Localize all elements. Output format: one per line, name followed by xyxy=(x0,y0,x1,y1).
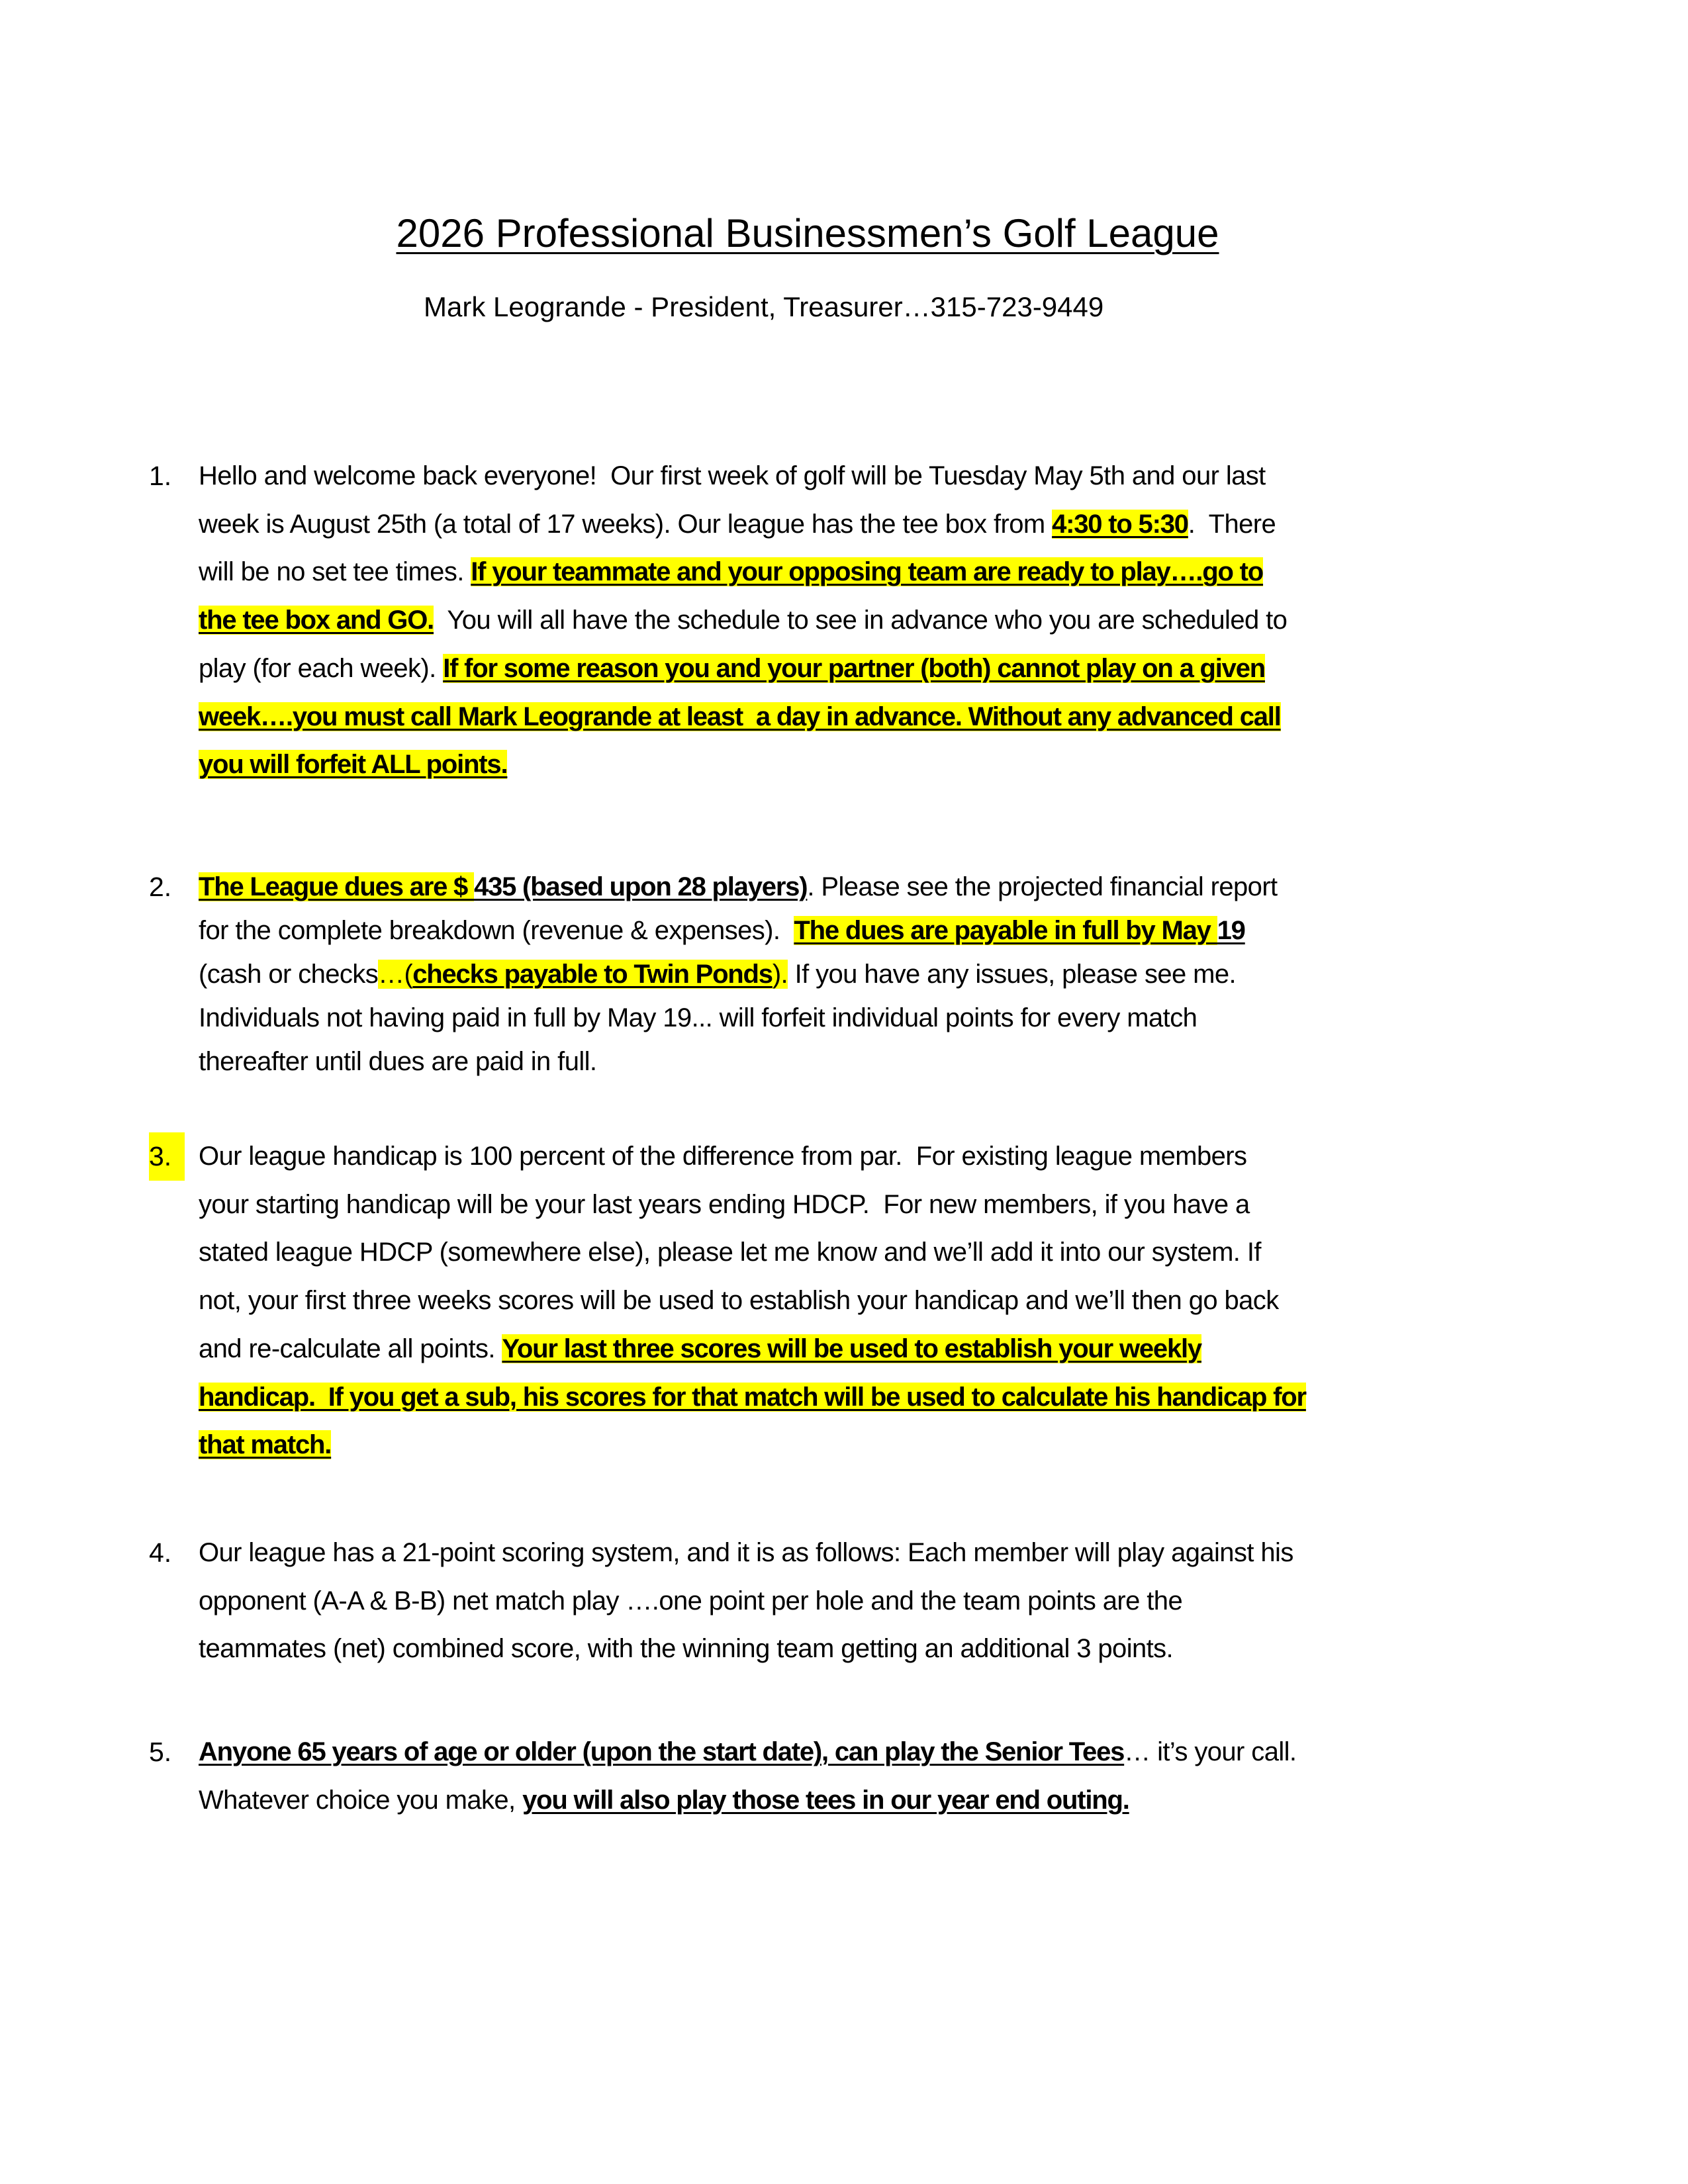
text-line xyxy=(199,1132,1306,1181)
item-text xyxy=(199,1132,1306,1469)
text-line xyxy=(199,1325,1306,1373)
text-line xyxy=(199,645,1287,693)
highlighted-text: that match. xyxy=(199,1430,332,1460)
text-line xyxy=(199,1625,1293,1673)
emphasized-text: 19 xyxy=(1217,916,1245,945)
body-text: stated league HDCP (somewhere else), please let me know and we’ll add it into our system. If xyxy=(199,1238,1261,1267)
body-text: not, your first three weeks scores will be used to establish your handicap and we’ll then go back xyxy=(199,1286,1279,1316)
text-line xyxy=(199,693,1287,741)
highlighted-text: The dues are payable in full by May xyxy=(794,916,1217,945)
highlighted-text: week….you must call Mark Leogrande at least a day in advance. Without any advanced call xyxy=(199,702,1281,731)
highlighted-text: ). xyxy=(772,960,788,989)
body-text: (cash or checks xyxy=(199,960,379,989)
item-number: 1. xyxy=(149,461,172,491)
body-text: teammates (net) combined score, with the winning team getting an additional 3 points. xyxy=(199,1634,1174,1664)
document-subtitle: Mark Leogrande - President, Treasurer…315-723-9449 xyxy=(424,291,1104,322)
text-line xyxy=(199,548,1287,596)
text-line xyxy=(199,1373,1306,1422)
body-text: If you have any issues, please see me. xyxy=(788,960,1237,989)
text-line xyxy=(199,500,1287,549)
text-line xyxy=(199,741,1287,789)
emphasized-text: you will also play those tees in our year end outing. xyxy=(522,1785,1129,1815)
document-title: 2026 Professional Businessmen’s Golf League xyxy=(396,211,1219,255)
text-line xyxy=(199,1529,1293,1577)
body-text: Our league has a 21-point scoring system, and it is as follows: Each member will play against his xyxy=(199,1538,1293,1567)
text-line xyxy=(199,865,1278,909)
body-text: for the complete breakdown (revenue & expenses). xyxy=(199,916,794,945)
text-line xyxy=(199,1421,1306,1469)
body-text: play (for each week). xyxy=(199,653,444,683)
body-text: Whatever choice you make, xyxy=(199,1785,523,1815)
body-text: opponent (A-A & B-B) net match play ….one point per hole and the team points are the xyxy=(199,1586,1183,1615)
item-text xyxy=(199,1529,1293,1673)
item-text xyxy=(199,1728,1296,1824)
text-line xyxy=(199,452,1287,500)
highlighted-text: Your last three scores will be used to establish your weekly xyxy=(502,1334,1201,1363)
body-text: . Please see the projected financial report xyxy=(807,872,1278,901)
highlighted-text: 4:30 to 5:30 xyxy=(1052,509,1188,539)
text-line xyxy=(199,1181,1306,1229)
body-text: … it’s your call. xyxy=(1124,1737,1297,1766)
body-text: Individuals not having paid in full by May 19... will forfeit individual points for every match xyxy=(199,1003,1197,1032)
body-text: You will all have the schedule to see in advance who you are scheduled to xyxy=(434,606,1288,635)
text-line xyxy=(199,1040,1278,1083)
text-line xyxy=(199,1277,1306,1325)
body-text: and re-calculate all points. xyxy=(199,1334,502,1363)
text-line xyxy=(199,909,1278,952)
item-number: 5. xyxy=(149,1737,172,1767)
text-line xyxy=(199,1577,1293,1625)
highlighted-text: …( xyxy=(378,960,413,989)
body-text: will be no set tee times. xyxy=(199,557,471,587)
body-text: Our league handicap is 100 percent of the difference from par. For existing league members xyxy=(199,1142,1247,1171)
text-line xyxy=(199,1228,1306,1277)
highlighted-text: checks payable to Twin Ponds xyxy=(412,960,773,989)
item-text xyxy=(199,452,1287,789)
body-text: your starting handicap will be your last years ending HDCP. For new members, if you have a xyxy=(199,1189,1250,1219)
text-line xyxy=(199,1728,1296,1776)
item-number: 3. xyxy=(149,1132,185,1181)
text-line xyxy=(199,1776,1296,1825)
body-text: week is August 25th (a total of 17 weeks). Our league has the tee box from xyxy=(199,509,1053,539)
emphasized-text: Anyone 65 years of age or older (upon the start date), can play the Senior Tees xyxy=(199,1737,1125,1766)
item-text xyxy=(199,865,1278,1083)
text-line xyxy=(199,596,1287,645)
body-text: thereafter until dues are paid in full. xyxy=(199,1047,597,1076)
item-number: 2. xyxy=(149,872,172,902)
text-line xyxy=(199,952,1278,996)
body-text: Hello and welcome back everyone! Our first week of golf will be Tuesday May 5th and our last xyxy=(199,461,1266,490)
highlighted-text: If for some reason you and your partner (both) cannot play on a given xyxy=(443,653,1265,683)
highlighted-text: you will forfeit ALL points. xyxy=(199,750,508,780)
highlighted-text: The League dues are $ xyxy=(199,872,474,901)
highlighted-text: If your teammate and your opposing team are ready to play….go to xyxy=(471,557,1264,587)
emphasized-text: 435 (based upon 28 players) xyxy=(473,872,808,901)
body-text: . There xyxy=(1188,509,1276,539)
highlighted-text: the tee box and GO. xyxy=(199,606,434,635)
highlighted-text: handicap. If you get a sub, his scores for that match will be used to calculate his handicap for xyxy=(199,1382,1306,1412)
text-line xyxy=(199,996,1278,1040)
item-number: 4. xyxy=(149,1537,172,1568)
